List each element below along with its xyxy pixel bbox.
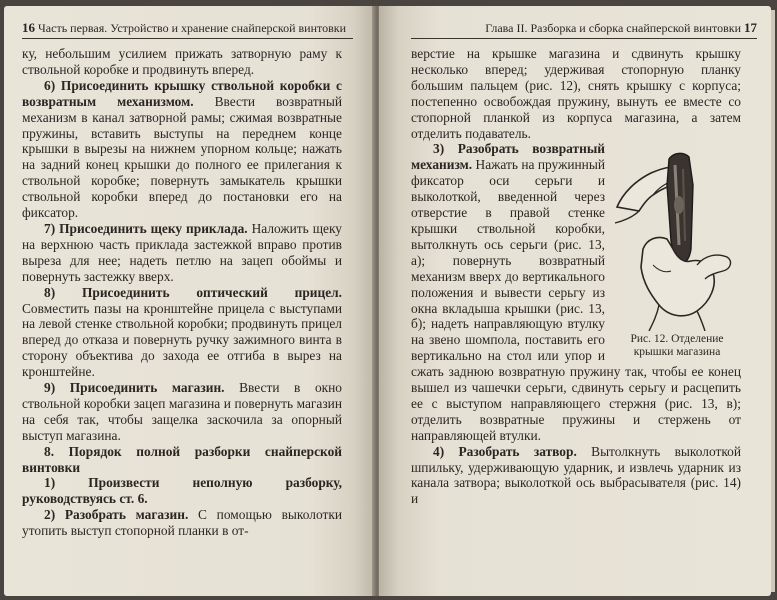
right-paragraph: 3) Разобрать возвратный механизм. Нажать на пружинный фиксатор оси серьги и выколоткой, введенной через отверстие в правой стенке крышки ствольной коробки, вытолкнуть ось серьги (рис. 13, а); повернуть возвратный механизм вверх до вертикального положения и вывести серьгу из окна вкладыша крышки (рис. 13, б); надеть направляющую втулку на звено шомпола, поставить его вертикально на стол или упор и сжать заднюю возвратную пружину так, чтобы ее конец вышел из чашечки серьги, сдвинуть серьгу и расцепить ее с выступом направляющего стержня (рис. 13, в); отделить возвратные пружины и стержень от направляющей втулки.	[411, 141, 741, 443]
hands-magazine-illustration-icon	[613, 145, 741, 331]
figure-12	[613, 145, 741, 363]
left-paragraph: 8) Присоединить оптический прицел. Совместить пазы на кронштейне прицела с выступами на левой стенке ствольной коробки; продвинуть прицел вперед до отказа и повернуть ручку зажимного винта в сторону объектива до захода ее отгиба в вырез на кронштейне.	[22, 284, 342, 380]
figure-caption: Рис. 12. Отделение крышки магазина	[630, 333, 724, 359]
right-body-text	[411, 46, 741, 507]
right-paragraph: верстие на крышке магазина и сдвинуть крышку несколько вперед; удерживая стопорную планку большим пальцем (рис. 12), снять крышку с корпуса; постепенно освобождая пружину, вынуть ее вместе со стопорной планкой из корпуса магазина, а затем отделить подаватель.	[411, 46, 741, 141]
left-page	[4, 6, 375, 596]
left-paragraph: ку, небольшим усилием прижать затворную раму к ствольной коробке и продвинуть вперед.	[22, 46, 342, 77]
left-paragraph: 6) Присоединить крышку ствольной коробки с возвратным механизмом. Ввести возвратный механизм в канал затворной рамы; сжимая возвратные пружины, вставить выступы на переднем конце крышки в вырезы на нижнем упорном кольце; нажать на задний конец крышки до полного ее прилегания к ствольной коробке; повернуть замыкатель крышки ствольной коробки вперед до постановки его на фиксатор.	[22, 77, 342, 221]
left-running-head	[22, 20, 353, 39]
right-page-number: 17	[744, 20, 757, 35]
page-edge	[771, 10, 775, 592]
left-head-title: Часть первая. Устройство и хранение снайперской винтовки	[38, 21, 347, 35]
left-body-text	[22, 46, 342, 539]
section-heading: 8. Порядок полной разборки снайперской винтовки	[22, 443, 342, 475]
right-head-title: Глава II. Разборка и сборка снайперской винтовки	[485, 21, 741, 35]
right-running-head	[411, 20, 757, 39]
left-paragraph: 9) Присоединить магазин. Ввести в окно ствольной коробки зацеп магазина и повернуть магазин на себя так, чтобы защелка заскочила за опорный выступ магазина.	[22, 380, 343, 443]
left-paragraph: 1) Произвести неполную разборку, руководствуясь ст. 6.	[22, 475, 342, 507]
right-page	[379, 6, 771, 596]
left-paragraph: 7) Присоединить щеку приклада. Наложить щеку на верхнюю часть приклада застежкой вправо против выреза для нее; надеть петлю на зацеп обоймы и повернуть застежку вверх.	[22, 220, 342, 284]
left-paragraph: 2) Разобрать магазин. С помощью выколотки утопить выступ стопорной планки в от-	[22, 507, 342, 539]
left-page-number: 16	[22, 20, 35, 35]
right-paragraph: 4) Разобрать затвор. Вытолкнуть выколоткой шпильку, удерживающую ударник, и извлечь ударник из канала затвора; выколоткой ось выбрасывателя (рис. 14) и	[411, 443, 742, 507]
